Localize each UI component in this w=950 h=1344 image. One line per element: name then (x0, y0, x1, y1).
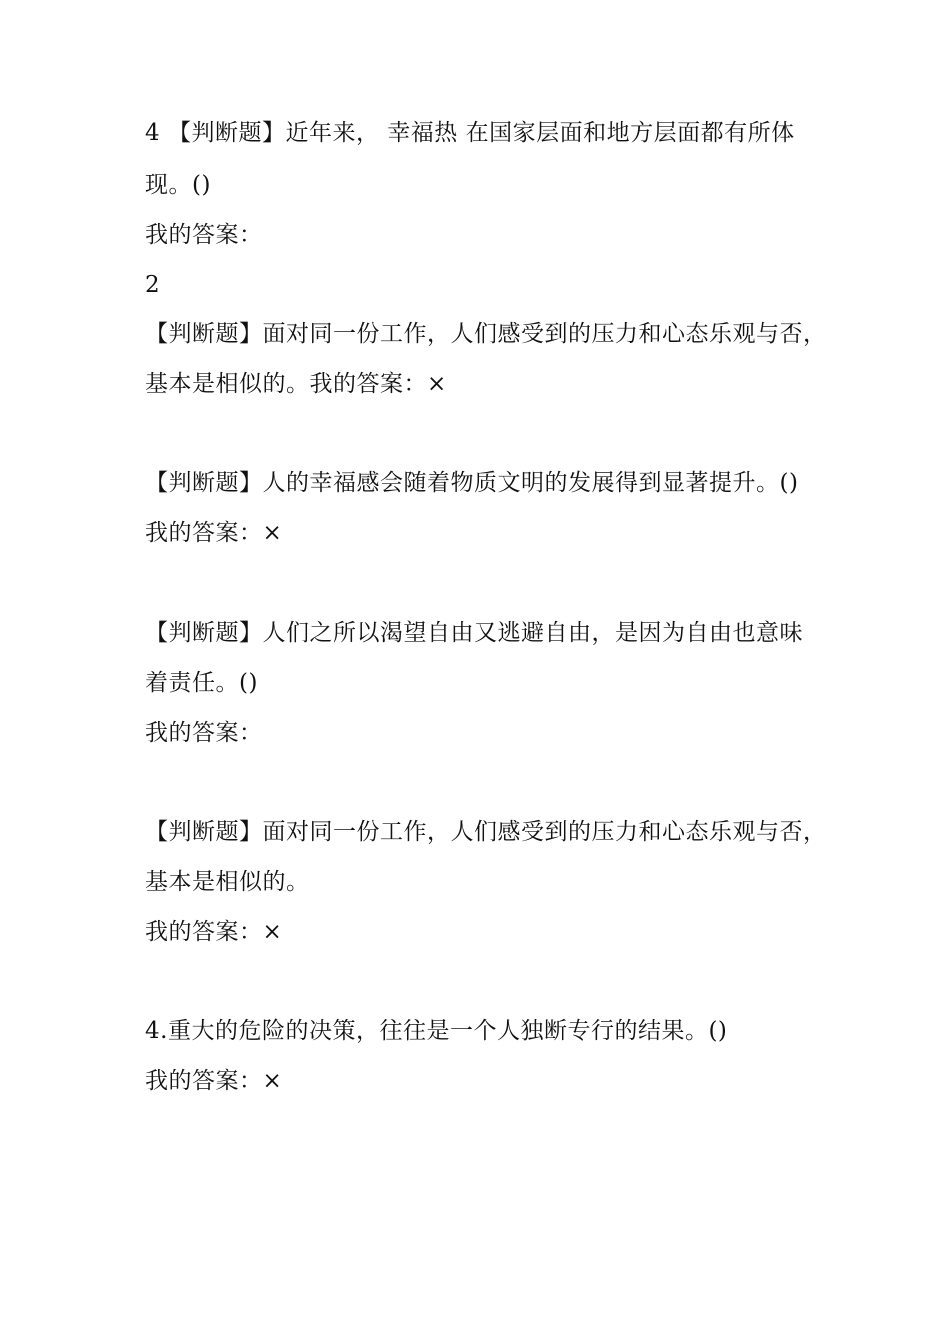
q6-line1: 4.重大的危险的决策，往往是一个人独断专行的结果。() (145, 1018, 728, 1044)
q4-answer: 我的答案： (145, 720, 263, 746)
q3-answer: 我的答案：× (145, 520, 283, 546)
q5-line1: 【判断题】面对同一份工作，人们感受到的压力和心态乐观与否， (145, 819, 827, 845)
q3-line1: 【判断题】人的幸福感会随着物质文明的发展得到显著提升。() (145, 470, 799, 496)
q2-line2: 基本是相似的。我的答案：× (145, 371, 447, 397)
q5-answer: 我的答案：× (145, 919, 283, 945)
q1-line1: 4 【判断题】近年来， 幸福热 在国家层面和地方层面都有所体 (145, 120, 795, 146)
q2-number: 2 (145, 272, 161, 298)
q1-answer: 我的答案： (145, 222, 263, 248)
q4-line2: 着责任。() (145, 670, 258, 696)
q2-line1: 【判断题】面对同一份工作，人们感受到的压力和心态乐观与否， (145, 321, 827, 347)
q1-line2: 现。() (145, 172, 211, 198)
q4-line1: 【判断题】人们之所以渴望自由又逃避自由，是因为自由也意味 (145, 620, 803, 646)
q5-line2: 基本是相似的。 (145, 869, 310, 895)
q6-answer: 我的答案：× (145, 1068, 283, 1094)
